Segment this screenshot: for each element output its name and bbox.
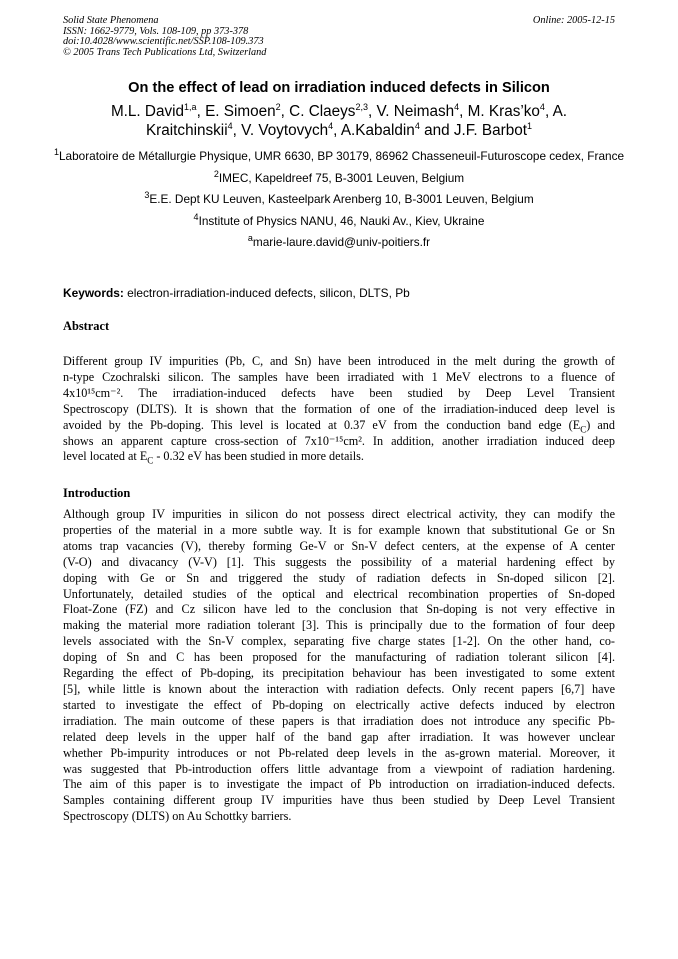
abstract-line: Different group IV impurities (Pb, C, and Sn) have been introduced in the melt during the growth of [63,354,615,368]
introduction-line: atoms trap vacancies (V), thereby forming Ge-V or Sn-V defect centers, at the expense of A center [63,538,615,553]
abstract-line: Spectroscopy (DLTS). It is shown that the formation of one of the irradiation-induced deep level is [63,401,615,416]
keywords-line [63,286,410,300]
author-name: A. Kraitchinskii [145,103,568,139]
author-separator: , [333,122,341,139]
affiliation-mark: 1 [53,147,59,158]
author-list [70,102,608,140]
affiliation-text: E.E. Dept KU Leuven, Kasteelpark Arenberg 10, B-3001 Leuven, Belgium [149,192,534,206]
author-affil-mark: 4 [414,120,420,131]
abstract-heading: Abstract [63,319,110,333]
affiliation-text: marie-laure.david@univ-poitiers.fr [252,235,431,249]
journal-name: Solid State Phenomena [63,15,159,26]
subscript: C [147,455,154,466]
abstract-line: n-type Czochralski silicon. The samples have been irradiated with 1 MeV electrons to a fluence of [63,369,615,384]
introduction-heading: Introduction [63,486,131,500]
introduction-line: levels associated with the Sn-V complex, separating five charge states [1-2]. On the other hand, co- [63,634,615,649]
keywords-label: Keywords: [63,286,124,300]
author-name: M. Kras’ko [467,103,540,120]
affiliation-mark: 3 [144,190,150,201]
abstract-line: shows an apparent capture cross-section of 7x10⁻¹⁵cm². In addition, another irradiation induced deep [63,433,615,448]
journal-copyright: © 2005 Trans Tech Publications Ltd, Switzerland [63,46,267,58]
author-affil-mark: 1,a [184,101,197,112]
introduction-line: doping of Sn and C has been proposed for the manufacturing of radiation tolerant silicon [4]. [63,650,615,665]
online-date: Online: 2005-12-15 [532,15,615,26]
affiliation-text: IMEC, Kapeldreef 75, B-3001 Leuven, Belgium [218,170,465,185]
author-separator: and [419,122,454,139]
author-separator: , [459,103,468,120]
journal-doi: doi:10.4028/www.scientific.net/SSP.108-109.373 [63,36,264,48]
journal-issn: ISSN: 1662-9779, Vols. 108-109, pp 373-378 [63,25,249,37]
author-separator: , [544,103,553,120]
introduction-line: Spectroscopy (DLTS) on Au Schottky barriers. [63,809,292,824]
introduction-line: [5], while little is known about the interaction with radiation defects. Only recent papers [6,7] have [63,681,615,696]
abstract-line: level located at $E_C - 0.32$ eV has been studied in more details. [63,449,364,466]
introduction-line: started to investigate the effect of Pb-doping on electrically active defects induced by electron [63,697,615,712]
paper-title: On the effect of lead on irradiation induced defects in Silicon [128,80,550,96]
introduction-body [63,507,615,825]
author-separator: , [367,103,377,120]
introduction-line: making the material more radiation tolerant [3]. This is principally due to the formation of four deep [63,618,615,633]
affiliation-list [30,149,648,251]
author-affil-mark: 4 [328,120,334,131]
introduction-line: Regarding the effect of Pb-doping, its precipitation behaviour has been investigated to some extent [63,666,615,681]
affiliation [30,235,648,251]
author-name: C. Claeys [289,103,356,120]
introduction-line: Samples containing different group IV impurities have thus been studied by Deep Level Transient [63,793,615,808]
introduction-line: whether Pb-impurity introduces or not Pb-related deep levels in the as-grown material. Moreover, it [63,745,615,760]
abstract-body [63,354,615,465]
affiliation-text: Laboratoire de Métallurgie Physique, UMR 6630, BP 30179, 86962 Chasseneuil-Futuroscope cedex, France [58,149,625,163]
author-name: E. Simoen [205,103,276,120]
affiliation-mark: 2 [213,168,219,179]
introduction-line: properties of the material in a more subtle way. It is for example known that substitutional Ge or Sn [63,522,615,537]
author-name: J.F. Barbot [453,122,527,139]
abstract-line: 4x10¹⁵cm⁻². The irradiation-induced defects have been studied by Deep Level Transient [63,385,615,400]
affiliation-mark: a [247,233,253,244]
author-name: V. Neimash [376,103,455,120]
affiliation [30,168,648,187]
author-separator: , [196,103,206,120]
author-separator: , [280,103,290,120]
author-separator: , [232,122,242,139]
affiliation [30,192,648,208]
author-affil-mark: 4 [227,120,233,131]
affiliation [30,149,648,165]
introduction-line: Although group IV impurities in silicon do not possess direct electrical activity, they can modify the [63,507,615,521]
author-affil-mark: 1 [526,120,532,131]
author-affil-mark: 2,3 [355,101,368,112]
introduction-line: The aim of this paper is to investigate the impact of Pb introduction on irradiation-induced defects. [63,777,615,792]
author-name: A.Kabaldin [340,122,415,139]
subscript: C [580,424,587,434]
affiliation-mark: 4 [193,211,199,222]
introduction-line: Unfortunately, detailed studies of the optical and electrical recombination properties of Sn-doped [63,586,615,601]
author-affil-mark: 4 [539,101,545,112]
author-name: M.L. David [110,103,185,120]
affiliation-text: Institute of Physics NANU, 46, Nauki Av., Kiev, Ukraine [198,213,485,228]
introduction-line: doping with Ge or Sn and triggered the study of radiation defects in Sn-doped silicon [2]. [63,570,615,585]
keywords-text: electron-irradiation-induced defects, silicon, DLTS, Pb [127,286,410,300]
introduction-line: irradiation. The main outcome of these papers is that irradiation does not introduce any specific Pb- [63,713,615,728]
affiliation [30,211,648,230]
author-affil-mark: 4 [454,101,460,112]
author-affil-mark: 2 [275,101,281,112]
introduction-line: was suggested that Pb-introduction offers little advantage from a viewpoint of radiation hardening. [63,761,615,776]
author-name: V. Voytovych [241,122,329,139]
abstract-line: avoided by the Pb-doping. This level is located at 0.37 eV from the conduction band edge $(E_C)$ and [63,417,615,434]
journal-header [63,16,615,58]
introduction-line: related deep levels in the upper half of the band gap after irradiation. It was however unclear [63,729,615,744]
introduction-line: (V-O) and divacancy (V-V) [1]. This suggests the possibility of a material hardening effect by [63,554,615,569]
introduction-line: Float-Zone (FZ) and Cz silicon have led to the conclusion that Sn-doping is not very effective in [63,602,615,617]
